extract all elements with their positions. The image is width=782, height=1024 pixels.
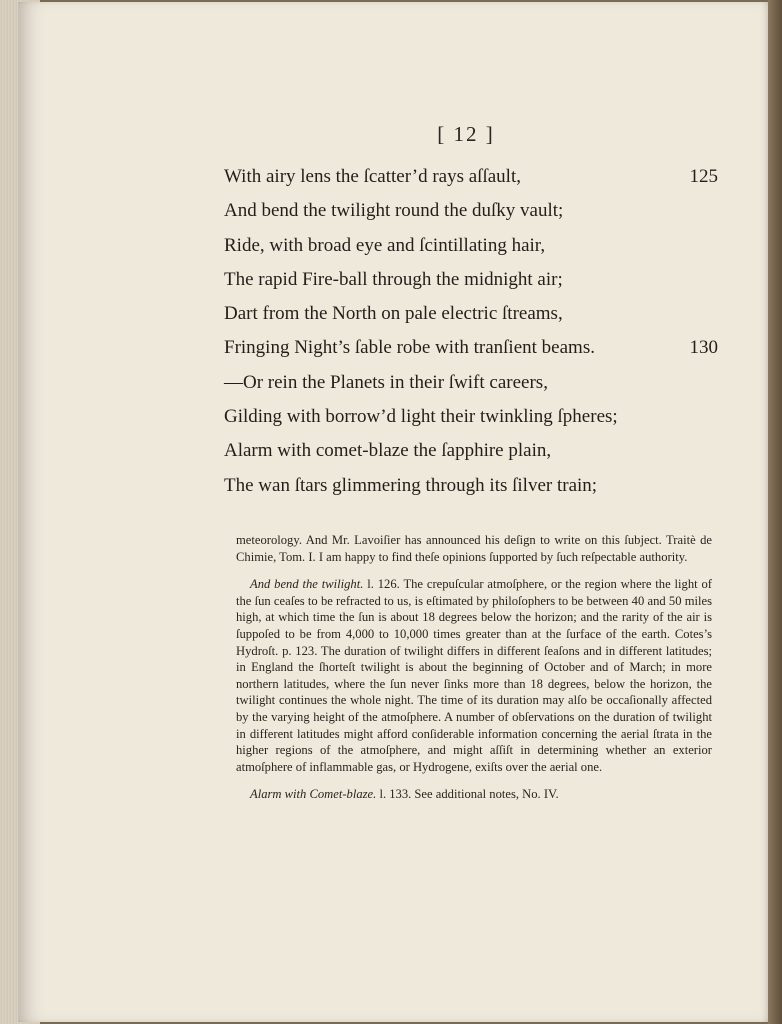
verse-line: [224, 400, 724, 434]
book-page: [18, 2, 770, 1022]
note-twilight: [236, 576, 712, 775]
verse-text: The rapid Fire-ball through the midnight air;: [224, 268, 563, 290]
verse-block: [224, 160, 724, 503]
verse-text: And bend the twilight round the duſky vault;: [224, 200, 564, 222]
line-number: 125: [689, 166, 718, 187]
verse-text: Alarm with comet-blaze the ſapphire plain,: [224, 440, 552, 462]
verse-line: [224, 194, 724, 228]
verse-line: [224, 160, 724, 194]
verse-line: [224, 366, 724, 400]
line-number: 130: [689, 337, 718, 359]
verse-line: [224, 263, 724, 297]
note-continuation: meteorology. And Mr. Lavoiſier has announced his deſign to write on this ſubject. Traitè de Chimie, Tom. I. I am happy to find theſe opinions ſupported by ſuch reſpectable authority.: [236, 533, 712, 564]
book-cover-edge: [768, 0, 782, 1024]
page-number: [ 12 ]: [437, 122, 495, 146]
verse-text: Ride, with broad eye and ſcintillating hair,: [224, 234, 546, 256]
verse-line: [224, 434, 724, 468]
footnotes: [236, 532, 712, 814]
verse-text: Gilding with borrow’d light their twinkling ſpheres;: [224, 406, 618, 428]
verse-text: Dart from the North on pale electric ſtreams,: [224, 303, 563, 325]
verse-text: With airy lens the ſcatter’d rays aſſault,: [224, 166, 521, 187]
verse-text: —Or rein the Planets in their ſwift careers,: [224, 371, 548, 393]
note-body: l. 133. See additional notes, No. IV.: [376, 787, 559, 802]
verse-line: [224, 297, 724, 331]
note-body: l. 126. The crepuſcular atmoſphere, or the region where the light of the ſun ceaſes to be refracted to us, is eſtimated by philoſophers to be between 40 and 50 miles high, at which time the ſun is about 18 degrees below the horizon; and the rarity of the air is ſuppoſed to be from 4,000 to 10,000 times greater than at the ſurface of the earth. Cotes’s Hydroſt. p. 123. The duration of twilight differs in different ſeaſons and in different latitudes; in England the ſhorteſt twilight is about the beginning of October and of March; in more northern latitudes, where the ſun never ſinks more than 18 degrees, below the horizon, the twilight continues the whole night. The time of its duration may alſo be occaſionally affected by the varying height of the atmoſphere. A number of obſervations on the duration of twilight in different latitudes might afford conſiderable information concerning the aerial ſtrata in the higher regions of the atmoſphere, and might aſſiſt in determining whether an exterior atmoſphere of inflammable gas, or Hydrogene, exiſts over the aerial one.: [236, 577, 712, 774]
verse-line: [224, 331, 724, 365]
verse-text: Fringing Night’s ſable robe with tranſient beams.: [224, 337, 595, 359]
note-comet: [236, 786, 712, 803]
verse-line: [224, 469, 724, 503]
note-lemma: Alarm with Comet-blaze.: [250, 787, 377, 802]
verse-text: The wan ſtars glimmering through its ſilver train;: [224, 474, 598, 496]
verse-line: [224, 229, 724, 263]
note-lemma: And bend the twilight.: [250, 577, 364, 592]
